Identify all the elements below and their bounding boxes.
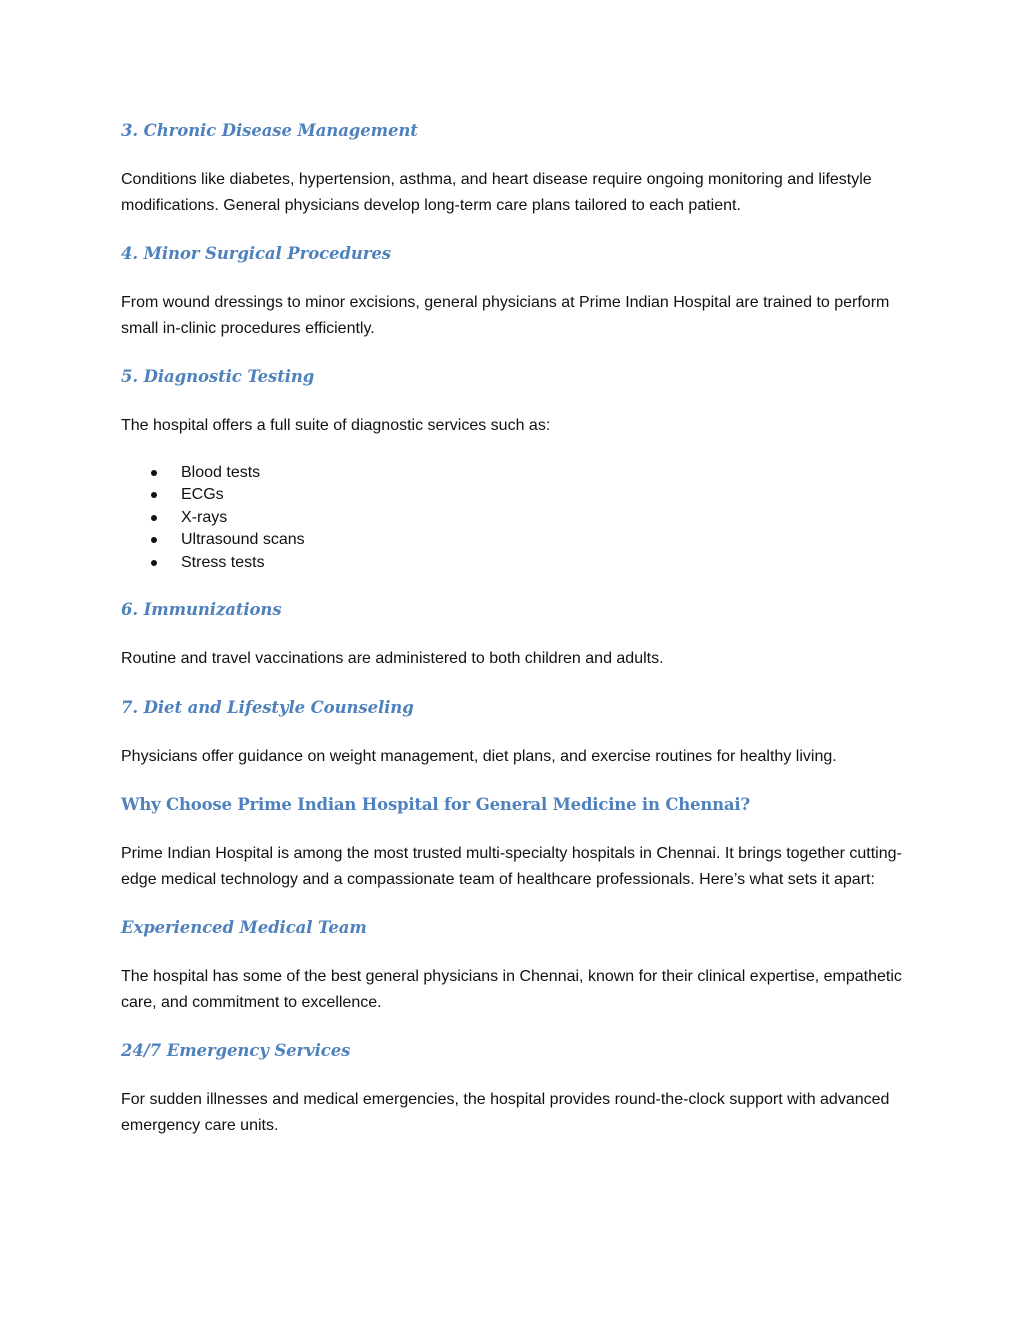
bullet-icon xyxy=(151,537,157,543)
section-body-emergency-services: For sudden illnesses and medical emergencies, the hospital provides round-the-clock support with advanced emergency care units. xyxy=(121,1091,890,1134)
section-body-diet-lifestyle: Physicians offer guidance on weight management, diet plans, and exercise routines for healthy living. xyxy=(121,747,837,765)
bullet-icon xyxy=(151,492,157,498)
list-item xyxy=(121,462,911,485)
section-heading-chronic-disease: 3. Chronic Disease Management xyxy=(121,121,418,140)
list-item-label: ECGs xyxy=(181,486,224,503)
list-item xyxy=(121,484,911,507)
section-heading-emergency-services: 24/7 Emergency Services xyxy=(121,1041,351,1060)
bullet-icon xyxy=(151,560,157,566)
list-item-label: X-rays xyxy=(181,508,228,526)
bullet-icon xyxy=(151,515,157,521)
section-heading-diet-lifestyle: 7. Diet and Lifestyle Counseling xyxy=(121,697,414,717)
section-body-chronic-disease: Conditions like diabetes, hypertension, asthma, and heart disease require ongoing monitoring and lifestyle modifications. General physicians develop long-term care plans tailored to each patient. xyxy=(121,171,872,214)
list-item-label: Stress tests xyxy=(181,553,265,571)
section-heading-immunizations: 6. Immunizations xyxy=(121,600,282,619)
list-item-label: Ultrasound scans xyxy=(181,531,305,548)
document-content xyxy=(121,118,911,1138)
section-body-experienced-team: The hospital has some of the best general physicians in Chennai, known for their clinical expertise, empathetic care, and commitment to excellence. xyxy=(121,968,902,1011)
section-body-why-choose: Prime Indian Hospital is among the most trusted multi-specialty hospitals in Chennai. It brings together cutting-edge medical technology and a compassionate team of healthcare professionals. Here’s what sets it apart: xyxy=(121,845,902,888)
bullet-icon xyxy=(151,470,157,476)
list-item-label: Blood tests xyxy=(181,463,261,481)
section-body-diagnostic-testing: The hospital offers a full suite of diagnostic services such as: xyxy=(121,417,551,434)
section-heading-diagnostic-testing: 5. Diagnostic Testing xyxy=(121,367,315,386)
section-body-minor-surgical: From wound dressings to minor excisions, general physicians at Prime Indian Hospital are trained to perform small in-clinic procedures efficiently. xyxy=(121,294,890,337)
list-item xyxy=(121,552,911,575)
section-heading-why-choose: Why Choose Prime Indian Hospital for General Medicine in Chennai? xyxy=(121,795,750,814)
diagnostic-services-list xyxy=(121,462,911,575)
section-heading-minor-surgical: 4. Minor Surgical Procedures xyxy=(121,244,391,263)
list-item xyxy=(121,529,911,552)
list-item xyxy=(121,507,911,530)
section-heading-experienced-team: Experienced Medical Team xyxy=(121,918,367,937)
section-body-immunizations: Routine and travel vaccinations are administered to both children and adults. xyxy=(121,650,664,667)
